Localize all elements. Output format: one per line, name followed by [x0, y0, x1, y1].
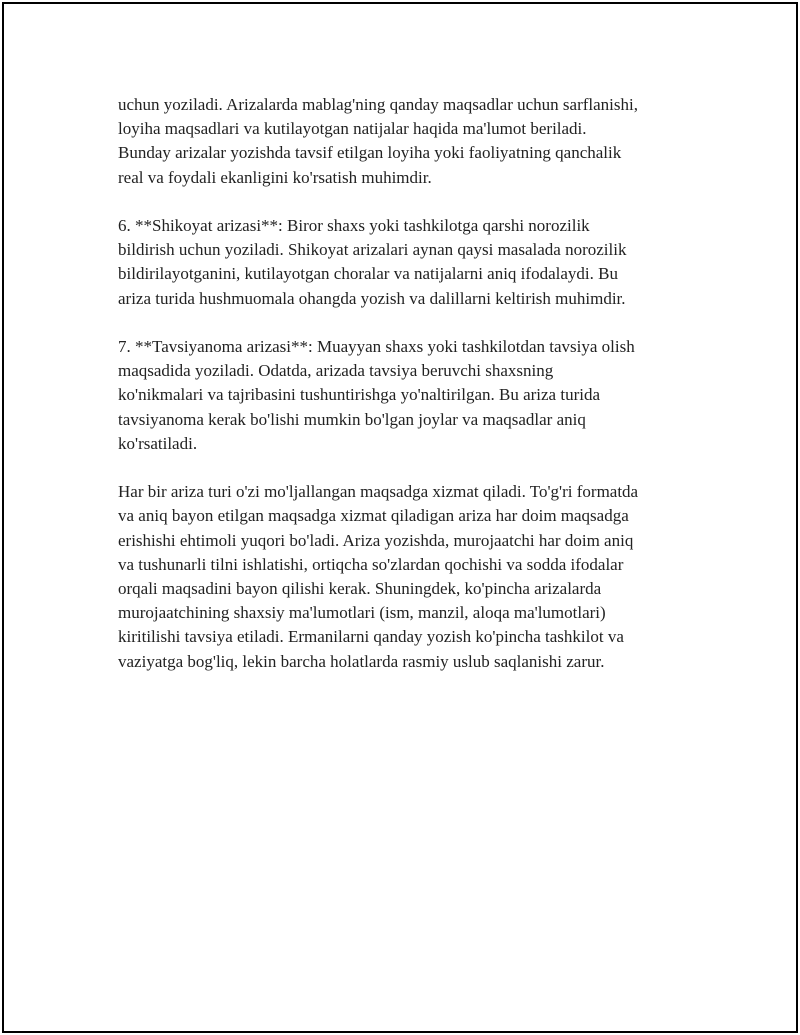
paragraph-item-7: 7. **Tavsiyanoma arizasi**: Muayyan shaxs yoki tashkilotdan tavsiya olish maqsadida yoziladi. Odatda, arizada tavsiya beruvchi shaxsning ko'nikmalari va tajribasini tushuntirishga yo'naltirilgan. Bu ariza turida tavsiyanoma kerak bo'lishi mumkin bo'lgan joylar va maqsadlar aniq ko'rsatiladi. — [118, 337, 635, 453]
document-body — [118, 93, 708, 698]
paragraph-continuation: uchun yoziladi. Arizalarda mablag'ning qanday maqsadlar uchun sarflanishi, loyiha maqsadlari va kutilayotgan natijalar haqida ma'lumot beriladi. Bunday arizalar yozishda tavsif etilgan loyiha yoki faoliyatning qanchalik real va foydali ekanligini ko'rsatish muhimdir. — [118, 95, 638, 187]
paragraph-conclusion: Har bir ariza turi o'zi mo'ljallangan maqsadga xizmat qiladi. To'g'ri formatda va aniq bayon etilgan maqsadga xizmat qiladigan ariza har doim maqsadga erishishi ehtimoli yuqori bo'ladi. Ariza yozishda, murojaatchi har doim aniq va tushunarli tilni ishlatishi, ortiqcha so'zlardan qochishi va sodda ifodalar orqali maqsadini bayon qilishi kerak. Shuningdek, ko'pincha arizalarda murojaatchining shaxsiy ma'lumotlari (ism, manzil, aloqa ma'lumotlari) kiritilishi tavsiya etiladi. Ermanilarni qanday yozish ko'pincha tashkilot va vaziyatga bog'liq, lekin barcha holatlarda rasmiy uslub saqlanishi zarur. — [118, 482, 639, 671]
paragraph-item-6: 6. **Shikoyat arizasi**: Biror shaxs yoki tashkilotga qarshi norozilik bildirish uchun yoziladi. Shikoyat arizalari aynan qaysi masalada norozilik bildirilayotganini, kutilayotgan choralar va natijalarni aniq ifodalaydi. Bu ariza turida hushmuomala ohangda yozish va dalillarni keltirish muhimdir. — [118, 216, 627, 308]
